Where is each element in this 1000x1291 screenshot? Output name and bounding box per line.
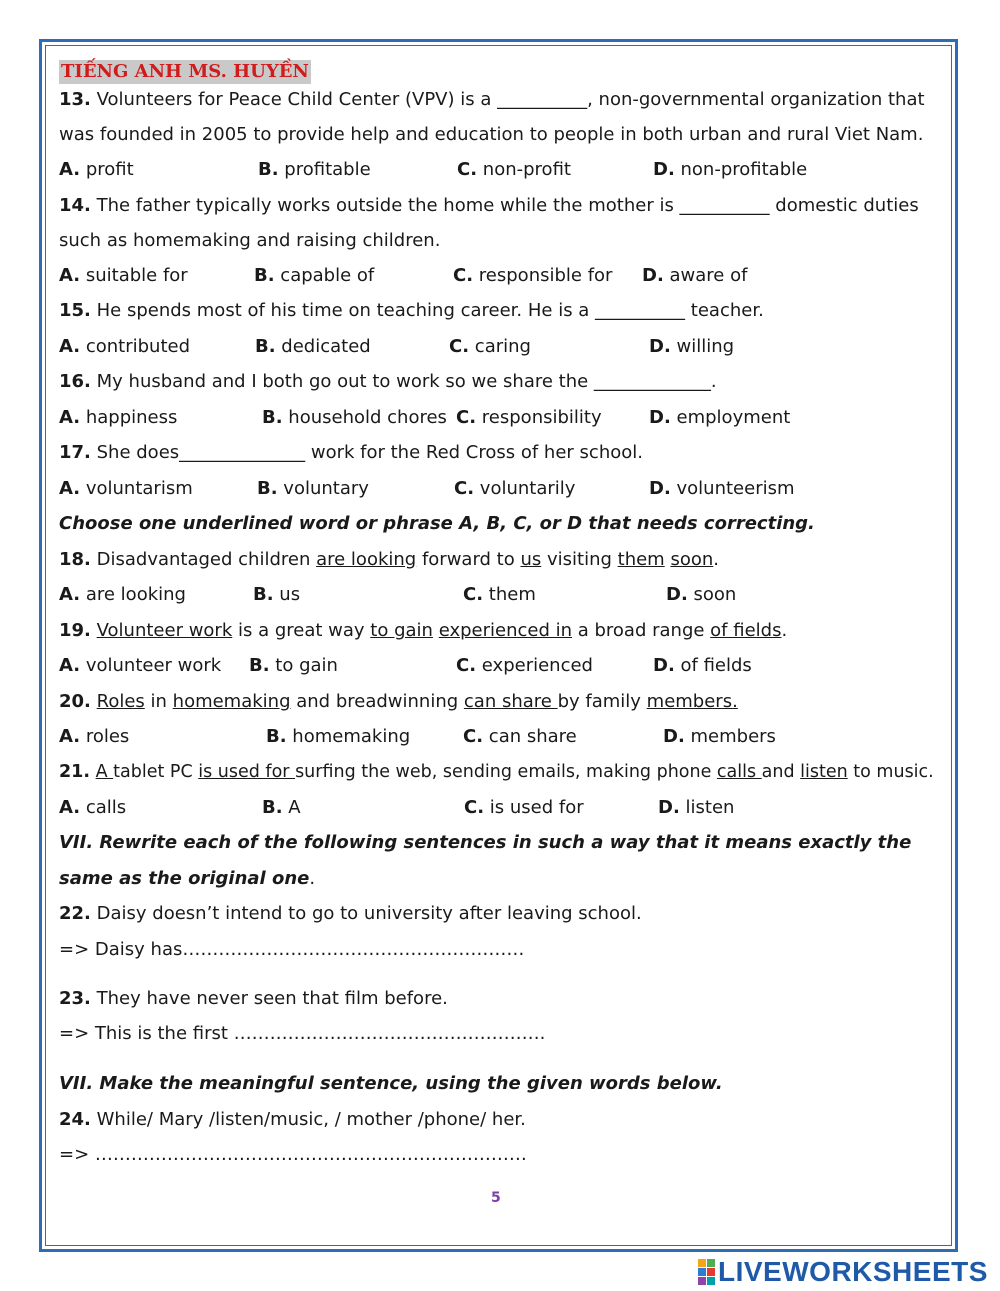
underlined-c: them [617, 549, 665, 570]
question-number: 23. [59, 988, 91, 1009]
liveworksheets-logo-icon [698, 1259, 715, 1285]
question-13-line1 [59, 88, 925, 112]
question-number: 18. [59, 549, 91, 570]
option-a[interactable]: A. happiness [59, 407, 178, 428]
option-d[interactable]: D. employment [649, 407, 791, 428]
option-d[interactable]: D. soon [666, 584, 737, 605]
option-c[interactable]: C. responsibility [456, 407, 602, 428]
underlined-c: can share [463, 691, 558, 712]
underlined-a: Volunteer work [96, 620, 233, 641]
section-rewrite-heading-line1: VII. Rewrite each of the following sentences in such a way that it means exactly the [59, 832, 912, 853]
option-d[interactable]: D. aware of [642, 265, 748, 286]
option-b[interactable]: B. dedicated [255, 336, 371, 357]
question-19-line1: 19. Volunteer work is a great way to gain experienced in a broad range of fields. [59, 620, 788, 641]
question-text: Volunteers for Peace Child Center (VPV) is a __________, non-governmental organization that [96, 89, 925, 110]
instruction-find-error: Choose one underlined word or phrase A, B, C, or D that needs correcting. [59, 513, 815, 534]
underlined-b: us [520, 549, 542, 570]
question-number: 14. [59, 195, 91, 216]
question-13-line2 [59, 123, 923, 147]
underlined-c: is used for [198, 762, 296, 782]
question-number: 20. [59, 691, 91, 712]
option-c[interactable]: C. responsible for [453, 265, 613, 286]
option-b[interactable]: B. household chores [262, 407, 447, 428]
underlined-c: experienced in [438, 620, 573, 641]
question-21-line1: 21. A tablet PC is used for surfing the web, sending emails, making phone calls and listen to music. [59, 762, 934, 782]
question-text: She does______________ work for the Red Cross of her school. [96, 442, 643, 463]
question-text: They have never seen that film before. [96, 988, 448, 1009]
question-18-line1: 18. Disadvantaged children are looking forward to us visiting them soon. [59, 549, 719, 570]
option-a[interactable]: A. volunteer work [59, 655, 222, 676]
option-b[interactable]: B. to gain [249, 655, 338, 676]
option-a[interactable]: A. suitable for [59, 265, 188, 286]
question-text: was founded in 2005 to provide help and education to people in both urban and rural Viet Nam. [59, 124, 924, 145]
question-17-line1 [59, 441, 643, 465]
option-c[interactable]: C. caring [449, 336, 531, 357]
option-b[interactable]: B. voluntary [257, 478, 369, 499]
underlined-b: homemaking [172, 691, 291, 712]
option-c[interactable]: C. is used for [464, 797, 584, 818]
underlined-d: soon [670, 549, 714, 570]
option-d[interactable]: D. of fields [653, 655, 752, 676]
option-c[interactable]: C. voluntarily [454, 478, 576, 499]
question-text: such as homemaking and raising children. [59, 230, 441, 251]
underlined-b: A [95, 762, 114, 782]
underlined-d: listen [800, 762, 848, 782]
question-text: Daisy doesn’t intend to go to university after leaving school. [96, 903, 642, 924]
option-a[interactable]: A. contributed [59, 336, 191, 357]
section-sentence-heading: VII. Make the meaningful sentence, using the given words below. [59, 1073, 723, 1094]
underlined-d: members. [646, 691, 738, 712]
page-number: 5 [491, 1190, 501, 1206]
question-14-line1 [59, 194, 919, 218]
liveworksheets-logo-text: LIVEWORKSHEETS [718, 1256, 988, 1287]
option-b[interactable]: B. profitable [258, 159, 371, 180]
option-d[interactable]: D. volunteerism [649, 478, 795, 499]
question-14-line2 [59, 229, 440, 253]
question-text: The father typically works outside the home while the mother is __________ domestic duties [96, 195, 919, 216]
question-23-answer[interactable]: => This is the first ……………………………………………. [59, 1023, 546, 1044]
option-d[interactable]: D. members [663, 726, 776, 747]
question-24-line1 [59, 1108, 526, 1132]
option-a[interactable]: A. calls [59, 797, 127, 818]
underlined-a: are looking [316, 549, 417, 570]
option-a[interactable]: A. profit [59, 159, 134, 180]
option-b[interactable]: B. us [253, 584, 301, 605]
question-24-answer[interactable]: => ……………………………………………………………… [59, 1144, 527, 1165]
page-border-inner [45, 45, 952, 1246]
underlined-a: Roles [96, 691, 145, 712]
option-a[interactable]: A. are looking [59, 584, 186, 605]
question-23-line1 [59, 987, 448, 1011]
question-15-line1 [59, 299, 764, 323]
question-16-line1 [59, 370, 717, 394]
option-c[interactable]: C. them [463, 584, 536, 605]
option-b[interactable]: B. homemaking [266, 726, 411, 747]
question-22-line1 [59, 902, 642, 926]
underlined-b: to gain [370, 620, 433, 641]
underlined-d: of fields [710, 620, 782, 641]
option-c[interactable]: C. experienced [456, 655, 593, 676]
question-number: 17. [59, 442, 91, 463]
section-rewrite-heading-line2: same as the original one. [59, 868, 316, 889]
question-number: 21. [59, 762, 91, 782]
underlined-a: calls [716, 762, 762, 782]
question-20-line1: 20. Roles in homemaking and breadwinning can share by family members. [59, 691, 738, 712]
option-b[interactable]: B. capable of [254, 265, 375, 286]
liveworksheets-logo[interactable] [698, 1256, 988, 1288]
question-text: While/ Mary /listen/music, / mother /phone/ her. [96, 1109, 526, 1130]
option-d[interactable]: D. willing [649, 336, 735, 357]
option-c[interactable]: C. non-profit [457, 159, 571, 180]
question-22-answer[interactable]: => Daisy has………………………………………………… [59, 939, 525, 960]
question-text: My husband and I both go out to work so we share the _____________. [96, 371, 717, 392]
question-number: 19. [59, 620, 91, 641]
brand-heading: TIẾNG ANH MS. HUYỀN [61, 61, 309, 82]
question-number: 22. [59, 903, 91, 924]
question-number: 24. [59, 1109, 91, 1130]
option-d[interactable]: D. listen [658, 797, 735, 818]
question-number: 15. [59, 300, 91, 321]
option-d[interactable]: D. non-profitable [653, 159, 808, 180]
question-text: He spends most of his time on teaching career. He is a __________ teacher. [96, 300, 764, 321]
question-number: 16. [59, 371, 91, 392]
option-a[interactable]: A. voluntarism [59, 478, 193, 499]
option-b[interactable]: B. A [262, 797, 301, 818]
question-number: 13. [59, 89, 91, 110]
option-c[interactable]: C. can share [463, 726, 577, 747]
option-a[interactable]: A. roles [59, 726, 130, 747]
